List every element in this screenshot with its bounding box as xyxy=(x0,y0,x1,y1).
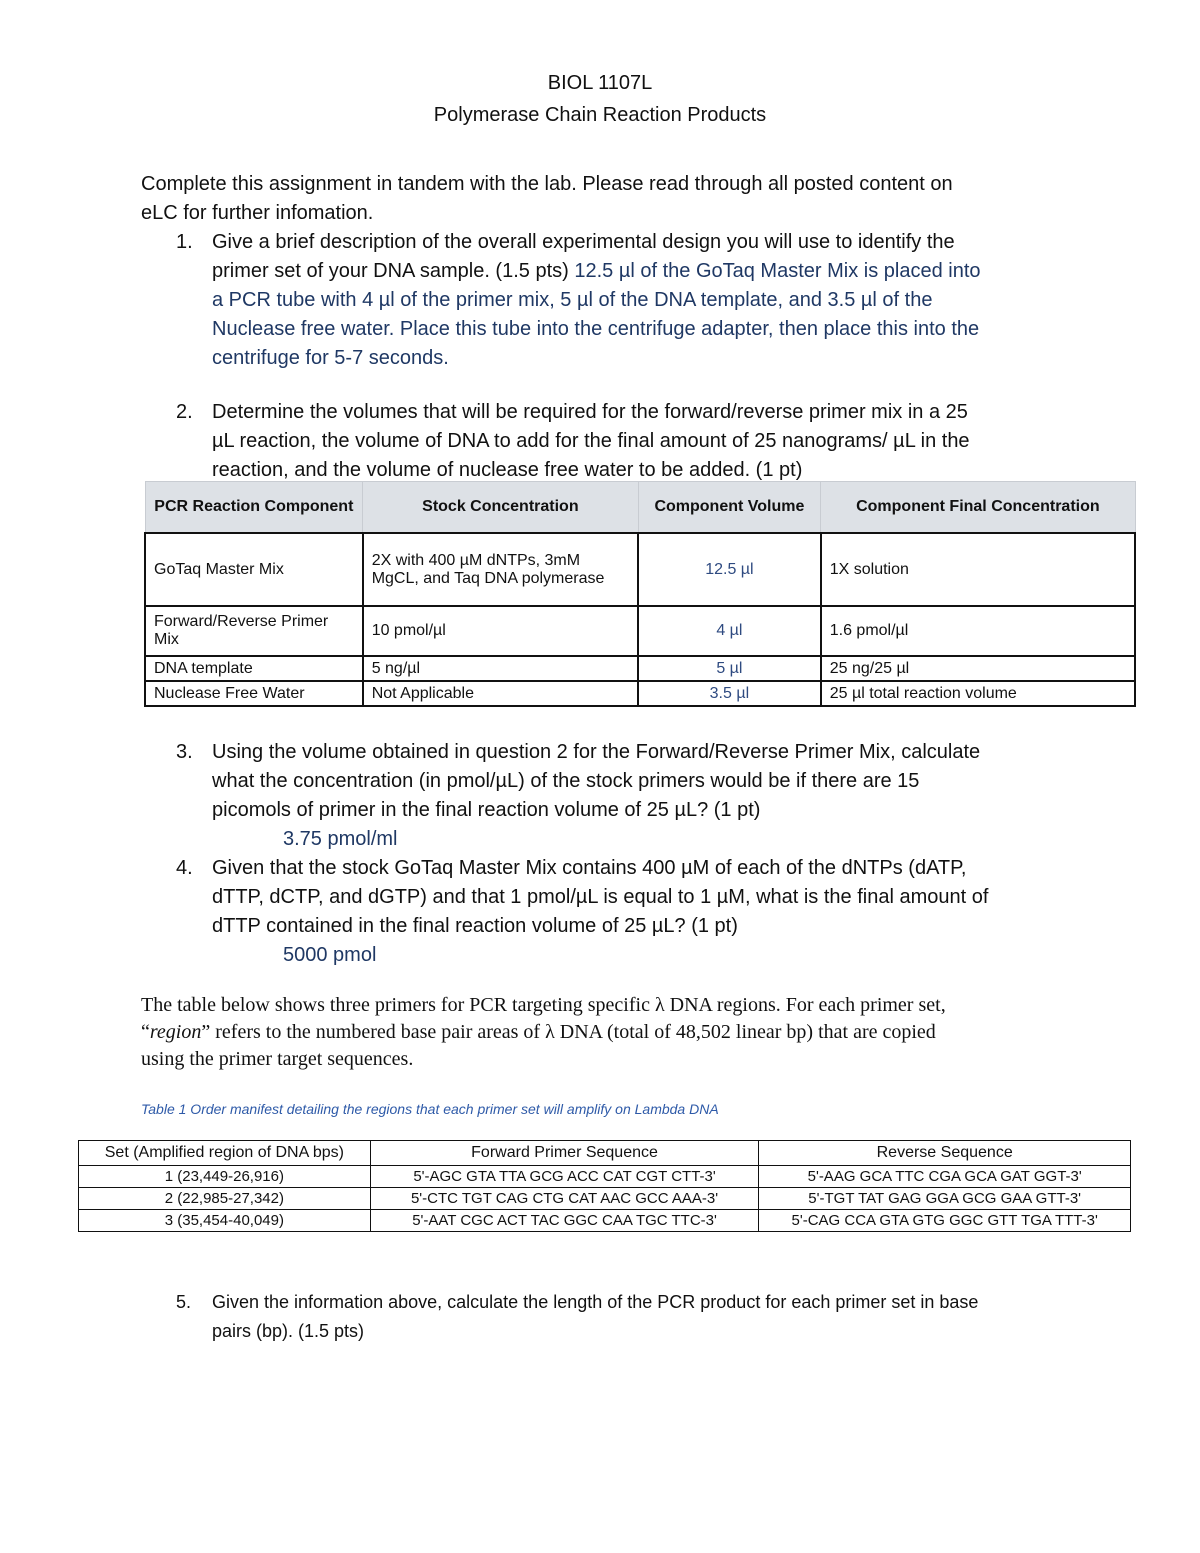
question-number: 3. xyxy=(176,741,193,763)
question-number: 4. xyxy=(176,857,193,879)
question-text: Given that the stock GoTaq Master Mix contains 400 µM of each of the dNTPs (dATP, xyxy=(212,857,967,879)
column-header: Component Final Concentration xyxy=(821,482,1135,534)
question-text: Using the volume obtained in question 2 for the Forward/Reverse Primer Mix, calculate xyxy=(212,741,981,763)
answer-text: a PCR tube with 4 µl of the primer mix, 5 µl of the DNA template, and 3.5 µl of the xyxy=(212,289,933,311)
question-text: Given the information above, calculate the length of the PCR product for each primer set in base xyxy=(212,1292,979,1312)
pcr-component-table xyxy=(144,481,1136,707)
question-text: what the concentration (in pmol/µL) of the stock primers would be if there are 15 xyxy=(212,770,920,792)
table-cell: 25 ng/25 µl xyxy=(821,656,1135,681)
question-number: 1. xyxy=(176,231,193,253)
table-cell: 1X solution xyxy=(821,533,1135,606)
table-cell: GoTaq Master Mix xyxy=(145,533,363,606)
primer-set-table xyxy=(78,1140,1131,1232)
quote-mark: “ xyxy=(141,1021,150,1043)
column-header: Stock Concentration xyxy=(363,482,638,534)
table-caption: Table 1 Order manifest detailing the regions that each primer set will amplify on Lambda DNA xyxy=(141,1101,719,1117)
question-text: µL reaction, the volume of DNA to add for the final amount of 25 nanograms/ µL in the xyxy=(212,430,970,452)
question-text-prefix: primer set of your DNA sample. (1.5 pts) xyxy=(212,260,575,282)
question-text: pairs (bp). (1.5 pts) xyxy=(212,1321,365,1341)
table-row xyxy=(145,533,1135,606)
course-code: BIOL 1107L xyxy=(547,72,653,94)
question-number: 5. xyxy=(176,1292,192,1312)
answer-text: centrifuge for 5-7 seconds. xyxy=(212,347,449,369)
paragraph-line: The table below shows three primers for PCR targeting specific λ DNA regions. For each primer set, xyxy=(141,994,946,1016)
column-header: Component Volume xyxy=(638,482,821,534)
table-row xyxy=(79,1166,1131,1188)
table-cell: 5'-CAG CCA GTA GTG GGC GTT TGA TTT-3' xyxy=(759,1210,1131,1232)
table-cell: 1.6 pmol/µl xyxy=(821,606,1135,656)
table-cell: 5 ng/µl xyxy=(363,656,638,681)
table-cell: DNA template xyxy=(145,656,363,681)
column-header: PCR Reaction Component xyxy=(145,482,363,534)
intro-line-2: eLC for further infomation. xyxy=(141,202,374,224)
table-cell: 5'-AGC GTA TTA GCG ACC CAT CGT CTT-3' xyxy=(370,1166,759,1188)
question-text: Determine the volumes that will be required for the forward/reverse primer mix in a 25 xyxy=(212,401,968,423)
paragraph-line: using the primer target sequences. xyxy=(141,1048,414,1070)
answer-text: Nuclease free water. Place this tube into the centrifuge adapter, then place this into the xyxy=(212,318,980,340)
table-row xyxy=(79,1210,1131,1232)
table-cell: Not Applicable xyxy=(363,681,638,706)
table-row xyxy=(145,606,1135,656)
column-header: Forward Primer Sequence xyxy=(370,1141,759,1166)
table-cell: 5 µl xyxy=(638,656,821,681)
paragraph-line xyxy=(141,1019,936,1046)
table-cell: 5'-TGT TAT GAG GGA GCG GAA GTT-3' xyxy=(759,1188,1131,1210)
table-cell: 2X with 400 µM dNTPs, 3mM MgCL, and Taq DNA polymerase xyxy=(363,533,638,606)
table-cell: 5'-CTC TGT CAG CTG CAT AAC GCC AAA-3' xyxy=(370,1188,759,1210)
table-cell: 5'-AAT CGC ACT TAC GGC CAA TGC TTC-3' xyxy=(370,1210,759,1232)
table-cell: Nuclease Free Water xyxy=(145,681,363,706)
table-cell: 2 (22,985-27,342) xyxy=(79,1188,371,1210)
question-text: reaction, and the volume of nuclease free water to be added. (1 pt) xyxy=(212,459,803,481)
table-cell: 12.5 µl xyxy=(638,533,821,606)
answer-text: 5000 pmol xyxy=(283,944,377,966)
column-header: Set (Amplified region of DNA bps) xyxy=(79,1141,371,1166)
question-text: picomols of primer in the final reaction volume of 25 µL? (1 pt) xyxy=(212,799,761,821)
question-text: dTTP contained in the final reaction volume of 25 µL? (1 pt) xyxy=(212,915,738,937)
answer-text: 3.75 pmol/ml xyxy=(283,828,398,850)
page-title: Polymerase Chain Reaction Products xyxy=(433,104,767,126)
table-row xyxy=(145,656,1135,681)
question-text: Give a brief description of the overall experimental design you will use to identify the xyxy=(212,231,955,253)
answer-text: 12.5 µl of the GoTaq Master Mix is placed into xyxy=(574,260,981,282)
table-cell: 10 pmol/µl xyxy=(363,606,638,656)
table-row xyxy=(79,1188,1131,1210)
intro-line-1: Complete this assignment in tandem with the lab. Please read through all posted content on xyxy=(141,173,953,195)
question-number: 2. xyxy=(176,401,193,423)
table-cell: Forward/Reverse Primer Mix xyxy=(145,606,363,656)
table-cell: 3.5 µl xyxy=(638,681,821,706)
question-text xyxy=(212,257,1092,286)
table-cell: 3 (35,454-40,049) xyxy=(79,1210,371,1232)
table-cell: 5'-AAG GCA TTC CGA GCA GAT GGT-3' xyxy=(759,1166,1131,1188)
paragraph-text: ” refers to the numbered base pair areas of λ DNA (total of 48,502 linear bp) that are copied xyxy=(201,1021,936,1043)
table-cell: 25 µl total reaction volume xyxy=(821,681,1135,706)
table-cell: 4 µl xyxy=(638,606,821,656)
question-text: dTTP, dCTP, and dGTP) and that 1 pmol/µL is equal to 1 µM, what is the final amount of xyxy=(212,886,989,908)
column-header: Reverse Sequence xyxy=(759,1141,1131,1166)
table-row xyxy=(145,681,1135,706)
region-term: region xyxy=(149,1021,202,1043)
table-cell: 1 (23,449-26,916) xyxy=(79,1166,371,1188)
